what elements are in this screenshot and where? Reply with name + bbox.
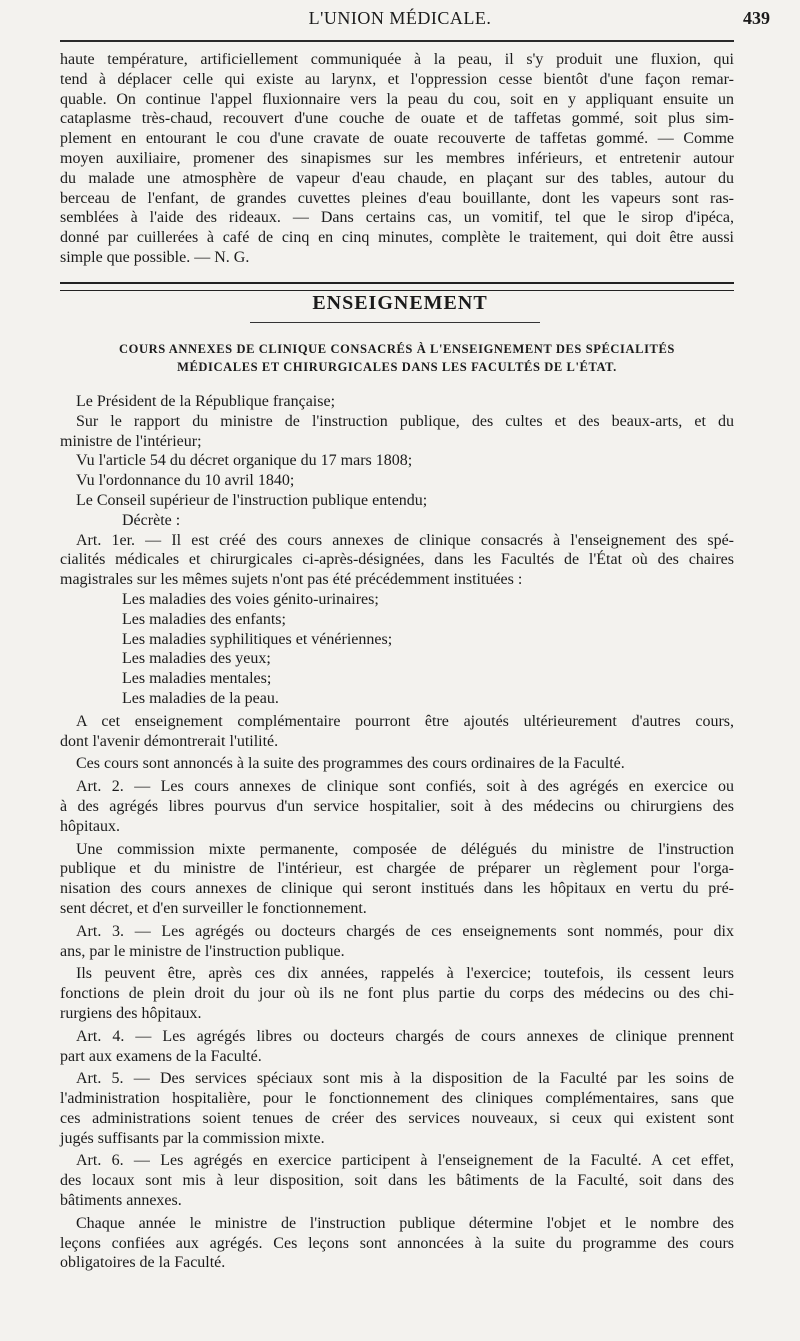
paragraph	[60, 964, 734, 1023]
text-line: des locaux sont mis à leur disposition, soit dans les bâtiments de la Faculté, soit dans des	[60, 1172, 734, 1190]
article-line: Art. 1er. — Il est créé des cours annexes de clinique consacrés à l'enseignement des spé-	[76, 531, 734, 549]
paragraph	[60, 1151, 734, 1210]
text-line: hôpitaux.	[60, 817, 120, 835]
text-line: publique et du ministre de l'intérieur, est chargée de préparer un règlement pour l'orga-	[60, 860, 734, 878]
text-line: Art. 4. — Les agrégés libres ou docteurs chargés de cours annexes de clinique prennent	[76, 1027, 734, 1045]
text-line: rurgiens des hôpitaux.	[60, 1004, 202, 1022]
paragraph	[60, 754, 734, 774]
preamble-line: ministre de l'intérieur;	[60, 432, 202, 450]
text-line: haute température, artificiellement communiquée à la peau, il s'y produit une fluxion, qui	[60, 51, 734, 68]
text-line: donné par cuillerées à café de cinq en cinq minutes, complète le traitement, qui doit être aussi	[60, 229, 734, 247]
article-line: cialités médicales et chirurgicales ci-après-désignées, dans les Facultés de l'État où des chaires	[60, 551, 734, 569]
text-line: quable. On continue l'appel fluxionnaire vers la peau du cou, soit en y appliquant ensuite un	[60, 90, 734, 108]
text-line: dont l'avenir démontrerait l'utilité.	[60, 732, 279, 750]
intro-paragraph	[60, 50, 734, 268]
text-line: sent décret, et d'en surveiller le fonctionnement.	[60, 899, 367, 917]
preamble-line: Vu l'ordonnance du 10 avril 1840;	[76, 472, 295, 490]
text-line: cataplasme très-chaud, recouvert d'une couche de ouate et de taffetas gommé, soit plus sim-	[60, 110, 734, 128]
paragraph	[60, 922, 734, 962]
text-line: jugés suffisants par la commission mixte.	[60, 1129, 325, 1147]
subtitle-line: COURS ANNEXES DE CLINIQUE CONSACRÉS À L'ENSEIGNEMENT DES SPÉCIALITÉS	[119, 342, 675, 356]
articles	[60, 712, 734, 1274]
section-divider	[60, 282, 734, 291]
decree-body	[60, 392, 734, 1273]
preamble-line: Vu l'article 54 du décret organique du 17 mars 1808;	[76, 452, 413, 470]
text-line: Art. 6. — Les agrégés en exercice participent à l'enseignement de la Faculté. A cet effet,	[76, 1152, 734, 1170]
paragraph	[60, 1069, 734, 1148]
preamble-line: Sur le rapport du ministre de l'instruction publique, des cultes et des beaux-arts, et du	[76, 412, 734, 430]
text-line: simple que possible. — N. G.	[60, 248, 250, 266]
paragraph	[60, 777, 734, 836]
article-line: magistrales sur les mêmes sujets n'ont pas été précédemment instituées :	[60, 571, 523, 589]
paragraph	[60, 1027, 734, 1067]
preamble-line: Le Président de la République française;	[76, 393, 336, 410]
text-line: berceau de l'enfant, de grandes cuvettes pleines d'eau bouillante, dont les vapeurs sont ras-	[60, 189, 734, 207]
text-line: A cet enseignement complémentaire pourront être ajoutés ultérieurement d'autres cours,	[76, 712, 734, 730]
specialty-item: Les maladies des voies génito-urinaires;	[122, 590, 379, 608]
text-line: semblées à l'aide des rideaux. — Dans certains cas, un vomitif, tel que le sirop d'ipéca,	[60, 209, 734, 227]
text-line: ces administrations soient tenues de créer des services nouveaux, si ceux qui existent sont	[60, 1109, 734, 1127]
specialties-list	[60, 590, 734, 709]
paragraph	[60, 712, 734, 752]
text-line: Ils peuvent être, après ces dix années, rappelés à l'exercice; toutefois, ils cessent leurs	[76, 965, 734, 983]
running-header	[60, 8, 770, 38]
header-rule	[60, 40, 734, 42]
text-line: l'administration hospitalière, pour le fonctionnement des cliniques complémentaires, sans que	[60, 1090, 734, 1108]
subtitle-line: MÉDICALES ET CHIRURGICALES DANS LES FACULTÉS DE L'ÉTAT.	[177, 360, 617, 374]
specialty-item: Les maladies mentales;	[122, 670, 272, 688]
specialty-item: Les maladies syphilitiques et vénériennes;	[122, 630, 393, 648]
text-line: ans, par le ministre de l'instruction publique.	[60, 942, 345, 960]
preamble-line: Le Conseil supérieur de l'instruction publique entendu;	[76, 491, 428, 509]
text-line: nisation des cours annexes de clinique qui seront institués dans les hôpitaux en vertu du pré-	[60, 880, 734, 898]
text-line: Chaque année le ministre de l'instruction publique détermine l'objet et le nombre des	[76, 1214, 734, 1232]
text-line: Art. 5. — Des services spéciaux sont mis à la disposition de la Faculté par les soins de	[76, 1070, 734, 1088]
text-line: Une commission mixte permanente, composée de délégués du ministre de l'instruction	[76, 840, 734, 858]
article-1	[60, 531, 734, 590]
paragraph	[60, 840, 734, 919]
specialty-item: Les maladies de la peau.	[122, 689, 279, 707]
preamble	[60, 392, 734, 511]
text-line: Ces cours sont annoncés à la suite des programmes des cours ordinaires de la Faculté.	[76, 755, 625, 773]
text-line: moyen auxiliaire, promener des sinapismes sur les membres inférieurs, et entretenir autour	[60, 149, 734, 167]
decree-word: Décrète :	[122, 511, 181, 529]
text-line: tend à déplacer celle qui existe au larynx, et l'oppression cesse bientôt d'une façon remar-	[60, 70, 734, 88]
journal-title: L'UNION MÉDICALE.	[308, 8, 492, 28]
text-line: fonctions de plein droit du jour où ils ne font plus partie du corps des médecins ou des chi-	[60, 985, 734, 1003]
paragraph	[60, 1214, 734, 1273]
page-number: 439	[743, 8, 770, 28]
section-title: ENSEIGNEMENT	[312, 292, 488, 314]
text-line: à des agrégés libres pourvus d'un service hospitalier, soit à des médecins ou chirurgiens des	[60, 797, 734, 815]
text-line: obligatoires de la Faculté.	[60, 1254, 226, 1272]
text-line: bâtiments annexes.	[60, 1192, 182, 1210]
specialty-item: Les maladies des yeux;	[122, 650, 271, 668]
text-line: du malade une atmosphère de vapeur d'eau chaude, en plaçant sur des tables, autour du	[60, 169, 734, 187]
text-line: part aux examens de la Faculté.	[60, 1047, 262, 1065]
text-line: leçons confiées aux agrégés. Ces leçons sont annoncées à la suite du programme des cours	[60, 1234, 734, 1252]
specialty-item: Les maladies des enfants;	[122, 610, 286, 628]
text-line: plement en entourant le cou d'une cravate de ouate recouverte de taffetas gommé. — Comme	[60, 130, 734, 148]
title-underline	[250, 322, 540, 323]
text-line: Art. 3. — Les agrégés ou docteurs chargés de ces enseignements sont nommés, pour dix	[76, 922, 734, 940]
section-subtitle	[60, 340, 734, 376]
text-line: Art. 2. — Les cours annexes de clinique sont confiés, soit à des agrégés en exercice ou	[76, 778, 734, 796]
